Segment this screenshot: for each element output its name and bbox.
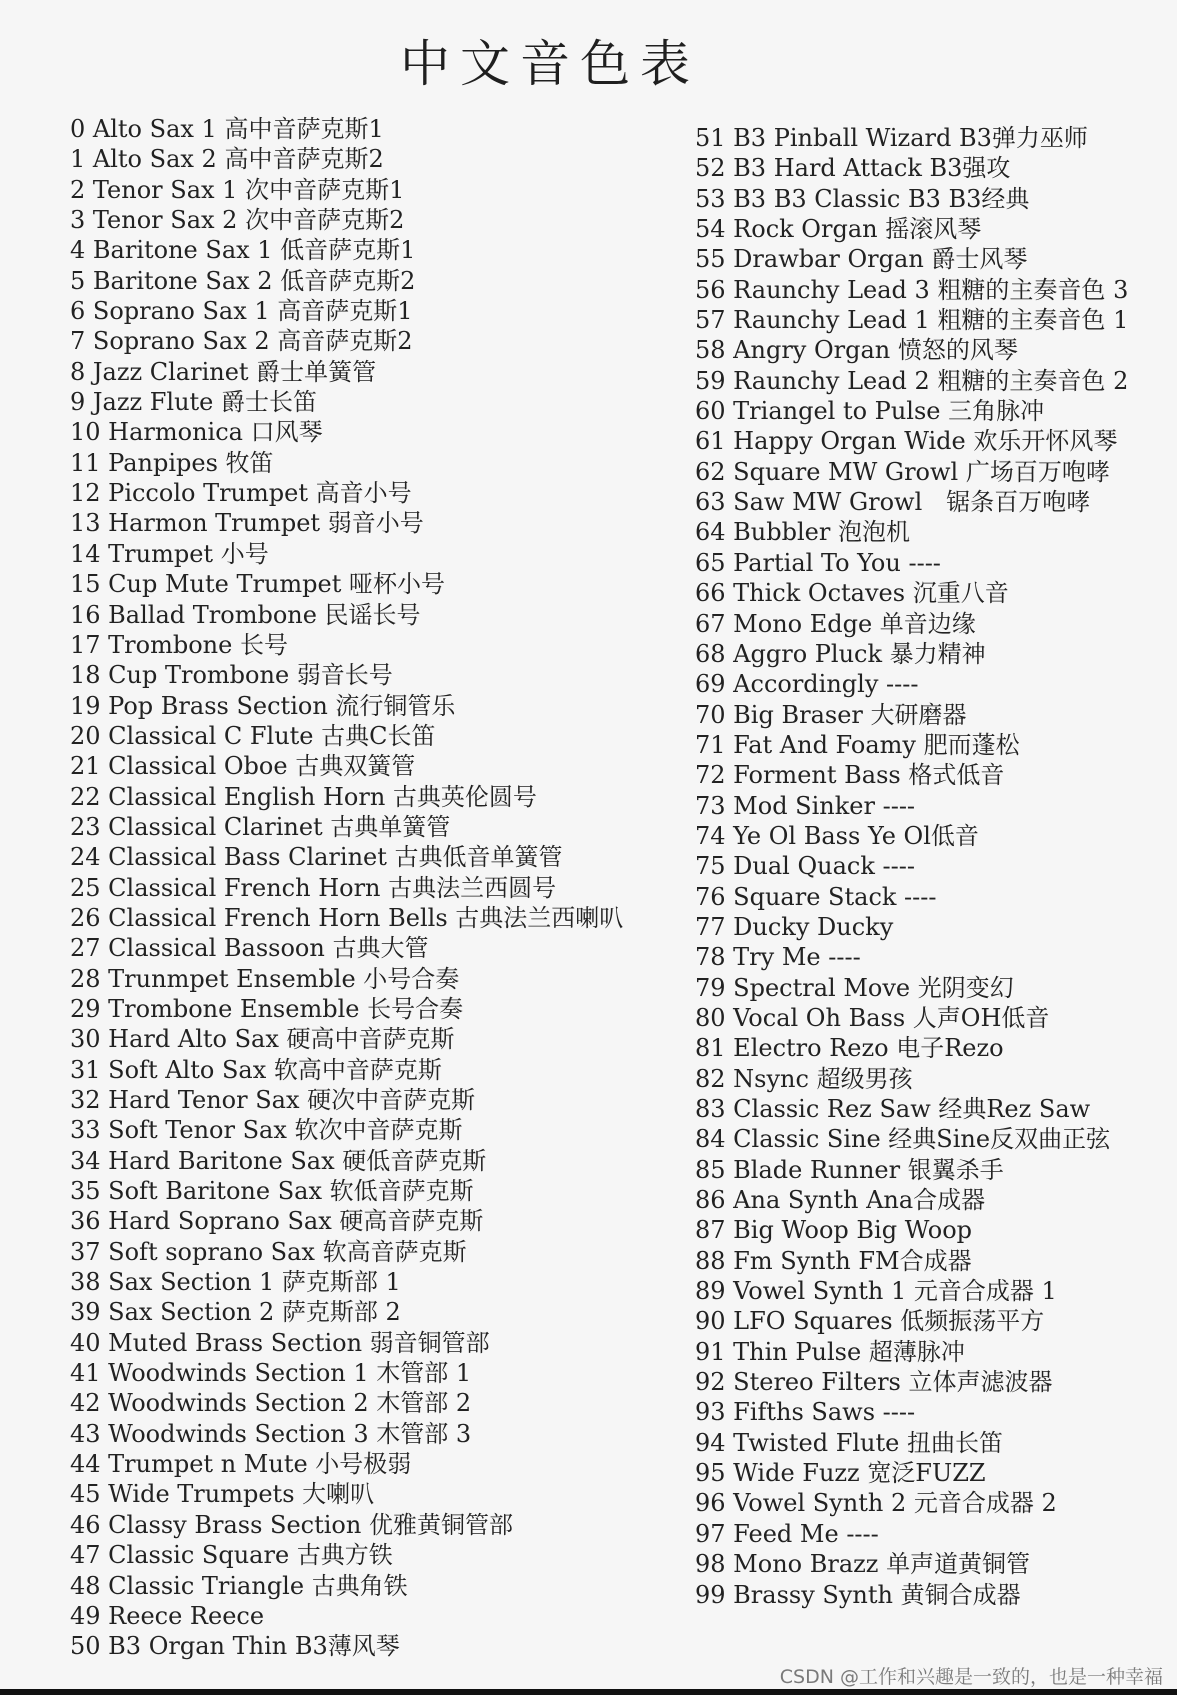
list-item: 73 Mod Sinker ---- xyxy=(695,791,916,820)
list-item: 85 Blade Runner 银翼杀手 xyxy=(695,1155,1004,1184)
list-item: 1 Alto Sax 2 高中音萨克斯2 xyxy=(70,145,384,174)
list-item: 67 Mono Edge 单音边缘 xyxy=(695,609,976,638)
list-item: 30 Hard Alto Sax 硬高中音萨克斯 xyxy=(70,1025,455,1054)
list-item: 42 Woodwinds Section 2 木管部 2 xyxy=(70,1389,472,1418)
list-item: 79 Spectral Move 光阴变幻 xyxy=(695,973,1014,1002)
list-item: 29 Trombone Ensemble 长号合奏 xyxy=(70,994,464,1023)
list-item: 31 Soft Alto Sax 软高中音萨克斯 xyxy=(70,1055,442,1084)
page-title: 中文音色表 xyxy=(400,35,700,93)
list-item: 54 Rock Organ 摇滚风琴 xyxy=(695,215,982,244)
instrument-list-left xyxy=(70,114,623,1662)
list-item: 23 Classical Clarinet 古典单簧管 xyxy=(70,812,451,841)
list-item: 32 Hard Tenor Sax 硬次中音萨克斯 xyxy=(70,1086,476,1114)
list-item: 8 Jazz Clarinet 爵士单簧管 xyxy=(70,357,377,386)
list-item: 98 Mono Brazz 单声道黄铜管 xyxy=(695,1550,1031,1579)
list-item: 55 Drawbar Organ 爵士风琴 xyxy=(695,245,1028,274)
list-item: 66 Thick Octaves 沉重八音 xyxy=(695,579,1009,608)
list-item: 56 Raunchy Lead 3 粗糖的主奏音色 3 xyxy=(695,275,1129,304)
list-item: 92 Stereo Filters 立体声滤波器 xyxy=(695,1368,1053,1397)
list-item: 89 Vowel Synth 1 元音合成器 1 xyxy=(695,1277,1057,1306)
list-item: 58 Angry Organ 愤怒的风琴 xyxy=(695,336,1018,365)
list-item: 28 Trunmpet Ensemble 小号合奏 xyxy=(70,964,460,993)
list-item: 51 B3 Pinball Wizard B3弹力巫师 xyxy=(695,124,1088,152)
list-item: 14 Trumpet 小号 xyxy=(70,539,269,568)
list-item: 69 Accordingly ---- xyxy=(695,670,919,699)
list-item: 20 Classical C Flute 古典C长笛 xyxy=(70,721,436,750)
list-item: 52 B3 Hard Attack B3强攻 xyxy=(695,154,1011,183)
list-item: 77 Ducky Ducky xyxy=(695,912,894,941)
list-item: 3 Tenor Sax 2 次中音萨克斯2 xyxy=(70,206,405,235)
list-item: 71 Fat And Foamy 肥而蓬松 xyxy=(695,730,1020,759)
list-item: 53 B3 B3 Classic B3 B3经典 xyxy=(695,184,1030,213)
bottom-bar xyxy=(0,1689,1177,1695)
list-item: 63 Saw MW Growl 锯条百万咆哮 xyxy=(695,488,1091,517)
instrument-list-right xyxy=(695,123,1128,1610)
list-item: 0 Alto Sax 1 高中音萨克斯1 xyxy=(70,115,384,143)
list-item: 35 Soft Baritone Sax 软低音萨克斯 xyxy=(70,1177,474,1206)
list-item: 9 Jazz Flute 爵士长笛 xyxy=(70,388,318,417)
list-item: 75 Dual Quack ---- xyxy=(695,852,915,881)
list-item: 49 Reece Reece xyxy=(70,1601,265,1630)
list-item: 5 Baritone Sax 2 低音萨克斯2 xyxy=(70,266,416,295)
list-item: 24 Classical Bass Clarinet 古典低音单簧管 xyxy=(70,843,563,872)
list-item: 21 Classical Oboe 古典双簧管 xyxy=(70,752,416,781)
list-item: 19 Pop Brass Section 流行铜管乐 xyxy=(70,691,456,720)
list-item: 12 Piccolo Trumpet 高音小号 xyxy=(70,479,412,508)
list-item: 11 Panpipes 牧笛 xyxy=(70,448,274,477)
list-item: 39 Sax Section 2 萨克斯部 2 xyxy=(70,1298,401,1327)
list-item: 80 Vocal Oh Bass 人声OH低音 xyxy=(695,1003,1050,1032)
list-item: 40 Muted Brass Section 弱音铜管部 xyxy=(70,1328,490,1357)
list-item: 74 Ye Ol Bass Ye Ol低音 xyxy=(695,821,979,850)
list-item: 62 Square MW Growl 广场百万咆哮 xyxy=(695,457,1110,486)
list-item: 15 Cup Mute Trumpet 哑杯小号 xyxy=(70,570,446,599)
list-item: 59 Raunchy Lead 2 粗糖的主奏音色 2 xyxy=(695,366,1129,395)
list-item: 10 Harmonica 口风琴 xyxy=(70,418,323,447)
list-item: 70 Big Braser 大研磨器 xyxy=(695,700,967,729)
list-item: 91 Thin Pulse 超薄脉冲 xyxy=(695,1337,965,1366)
list-item: 60 Triangel to Pulse 三角脉冲 xyxy=(695,397,1045,426)
list-item: 82 Nsync 超级男孩 xyxy=(695,1064,913,1093)
list-item: 18 Cup Trombone 弱音长号 xyxy=(70,661,393,690)
list-item: 78 Try Me ---- xyxy=(695,943,861,972)
list-item: 45 Wide Trumpets 大喇叭 xyxy=(70,1480,375,1509)
list-item: 90 LFO Squares 低频振荡平方 xyxy=(695,1307,1045,1336)
list-item: 46 Classy Brass Section 优雅黄铜管部 xyxy=(70,1510,513,1539)
list-item: 2 Tenor Sax 1 次中音萨克斯1 xyxy=(70,175,405,204)
list-item: 88 Fm Synth FM合成器 xyxy=(695,1246,972,1275)
list-item: 6 Soprano Sax 1 高音萨克斯1 xyxy=(70,297,413,326)
list-item: 22 Classical English Horn 古典英伦圆号 xyxy=(70,782,537,811)
list-item: 7 Soprano Sax 2 高音萨克斯2 xyxy=(70,327,413,356)
list-item: 4 Baritone Sax 1 低音萨克斯1 xyxy=(70,236,416,265)
list-item: 84 Classic Sine 经典Sine反双曲正弦 xyxy=(695,1125,1111,1154)
list-item: 36 Hard Soprano Sax 硬高音萨克斯 xyxy=(70,1207,484,1236)
list-item: 94 Twisted Flute 扭曲长笛 xyxy=(695,1428,1003,1457)
list-item: 76 Square Stack ---- xyxy=(695,882,937,911)
list-item: 43 Woodwinds Section 3 木管部 3 xyxy=(70,1419,472,1448)
list-item: 47 Classic Square 古典方铁 xyxy=(70,1541,393,1570)
list-item: 41 Woodwinds Section 1 木管部 1 xyxy=(70,1359,472,1388)
list-item: 68 Aggro Pluck 暴力精神 xyxy=(695,639,986,668)
list-item: 97 Feed Me ---- xyxy=(695,1519,879,1548)
list-item: 81 Electro Rezo 电子Rezo xyxy=(695,1034,1004,1063)
list-item: 13 Harmon Trumpet 弱音小号 xyxy=(70,509,424,538)
list-item: 27 Classical Bassoon 古典大管 xyxy=(70,934,429,963)
watermark-footer: CSDN @工作和兴趣是一致的，也是一种幸福 xyxy=(779,1666,1163,1688)
list-item: 34 Hard Baritone Sax 硬低音萨克斯 xyxy=(70,1146,487,1175)
list-item: 65 Partial To You ---- xyxy=(695,548,941,577)
list-item: 16 Ballad Trombone 民谣长号 xyxy=(70,600,421,629)
list-item: 25 Classical French Horn 古典法兰西圆号 xyxy=(70,873,557,902)
list-item: 99 Brassy Synth 黄铜合成器 xyxy=(695,1580,1021,1609)
list-item: 86 Ana Synth Ana合成器 xyxy=(695,1186,986,1215)
list-item: 93 Fifths Saws ---- xyxy=(695,1398,916,1427)
list-item: 50 B3 Organ Thin B3薄风琴 xyxy=(70,1632,400,1661)
list-item: 37 Soft soprano Sax 软高音萨克斯 xyxy=(70,1237,467,1266)
list-item: 48 Classic Triangle 古典角铁 xyxy=(70,1571,408,1600)
list-item: 38 Sax Section 1 萨克斯部 1 xyxy=(70,1268,401,1297)
list-item: 83 Classic Rez Saw 经典Rez Saw xyxy=(695,1095,1091,1123)
list-item: 33 Soft Tenor Sax 软次中音萨克斯 xyxy=(70,1116,463,1145)
list-item: 17 Trombone 长号 xyxy=(70,630,288,659)
list-item: 61 Happy Organ Wide 欢乐开怀风琴 xyxy=(695,427,1118,456)
list-item: 44 Trumpet n Mute 小号极弱 xyxy=(70,1450,412,1479)
list-item: 72 Forment Bass 格式低音 xyxy=(695,761,1005,790)
list-item: 64 Bubbler 泡泡机 xyxy=(695,518,910,547)
list-item: 26 Classical French Horn Bells 古典法兰西喇叭 xyxy=(70,903,624,932)
list-item: 57 Raunchy Lead 1 粗糖的主奏音色 1 xyxy=(695,306,1129,335)
list-item: 96 Vowel Synth 2 元音合成器 2 xyxy=(695,1489,1057,1518)
list-item: 95 Wide Fuzz 宽泛FUZZ xyxy=(695,1459,986,1488)
list-item: 87 Big Woop Big Woop xyxy=(695,1216,973,1245)
